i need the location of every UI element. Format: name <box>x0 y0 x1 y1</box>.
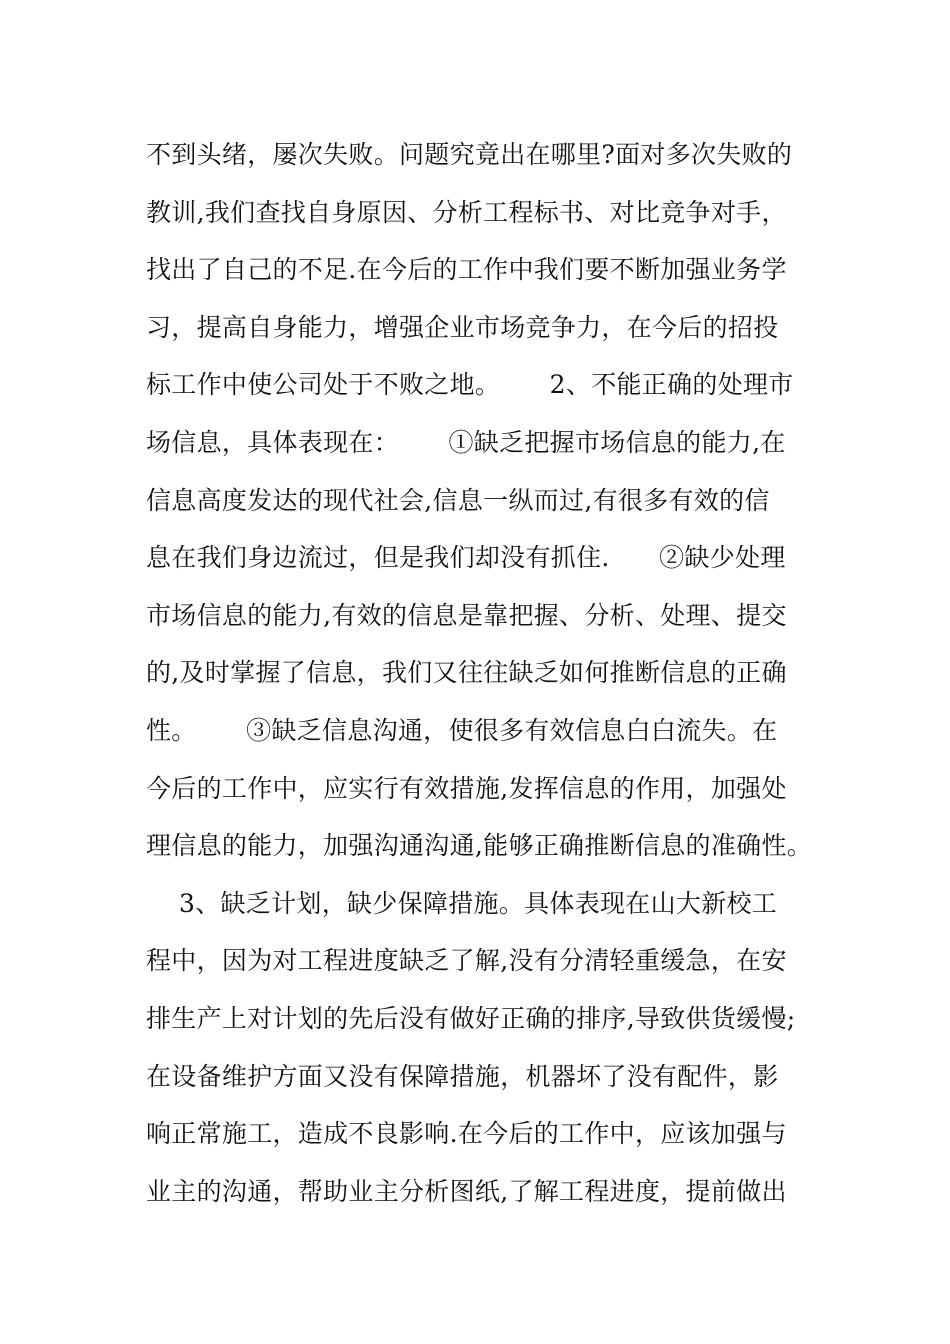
text-line: 习，提高自身能力，增强企业市场竞争力，在今后的招投 <box>146 312 779 342</box>
text-line: 息在我们身边流过，但是我们却没有抓住. ②缺少处理 <box>146 543 786 573</box>
text-line: 今后的工作中，应实行有效措施,发挥信息的作用，加强处 <box>146 773 787 803</box>
text-line: 排生产上对计划的先后没有做好正确的排序,导致供货缓慢; <box>146 1003 796 1033</box>
text-line: 信息高度发达的现代社会,信息一纵而过,有很多有效的信 <box>146 485 770 515</box>
text-line: 不到头绪，屡次失败。问题究竟出在哪里?面对多次失败的 <box>146 140 793 169</box>
text-line: 程中，因为对工程进度缺乏了解,没有分清轻重缓急，在安 <box>146 946 787 976</box>
body-text <box>146 126 826 1220</box>
text-line: 业主的沟通，帮助业主分析图纸,了解工程进度，提前做出 <box>146 1176 787 1206</box>
text-line: 3、缺乏计划，缺少保障措施。具体表现在山大新校工 <box>146 888 778 918</box>
text-line: 标工作中使公司处于不败之地。 2、不能正确的处理市 <box>146 370 794 400</box>
text-line: 场信息，具体表现在： ①缺乏把握市场信息的能力,在 <box>146 427 786 457</box>
text-line: 教训,我们查找自身原因、分析工程标书、对比竞争对手， <box>146 197 787 227</box>
text-line: 市场信息的能力,有效的信息是靠把握、分析、处理、提交 <box>146 600 787 630</box>
text-line: 在设备维护方面又没有保障措施，机器坏了没有配件，影 <box>146 1061 779 1091</box>
text-line: 响正常施工，造成不良影响.在今后的工作中，应该加强与 <box>146 1119 787 1149</box>
text-line: 找出了自己的不足.在今后的工作中我们要不断加强业务学 <box>146 255 787 285</box>
text-line: 性。 ③缺乏信息沟通，使很多有效信息白白流失。在 <box>146 715 778 745</box>
text-line: 理信息的能力，加强沟通沟通,能够正确推断信息的准确性。 <box>146 831 813 861</box>
text-line: 的,及时掌握了信息，我们又往往缺乏如何推断信息的正确 <box>146 658 787 688</box>
